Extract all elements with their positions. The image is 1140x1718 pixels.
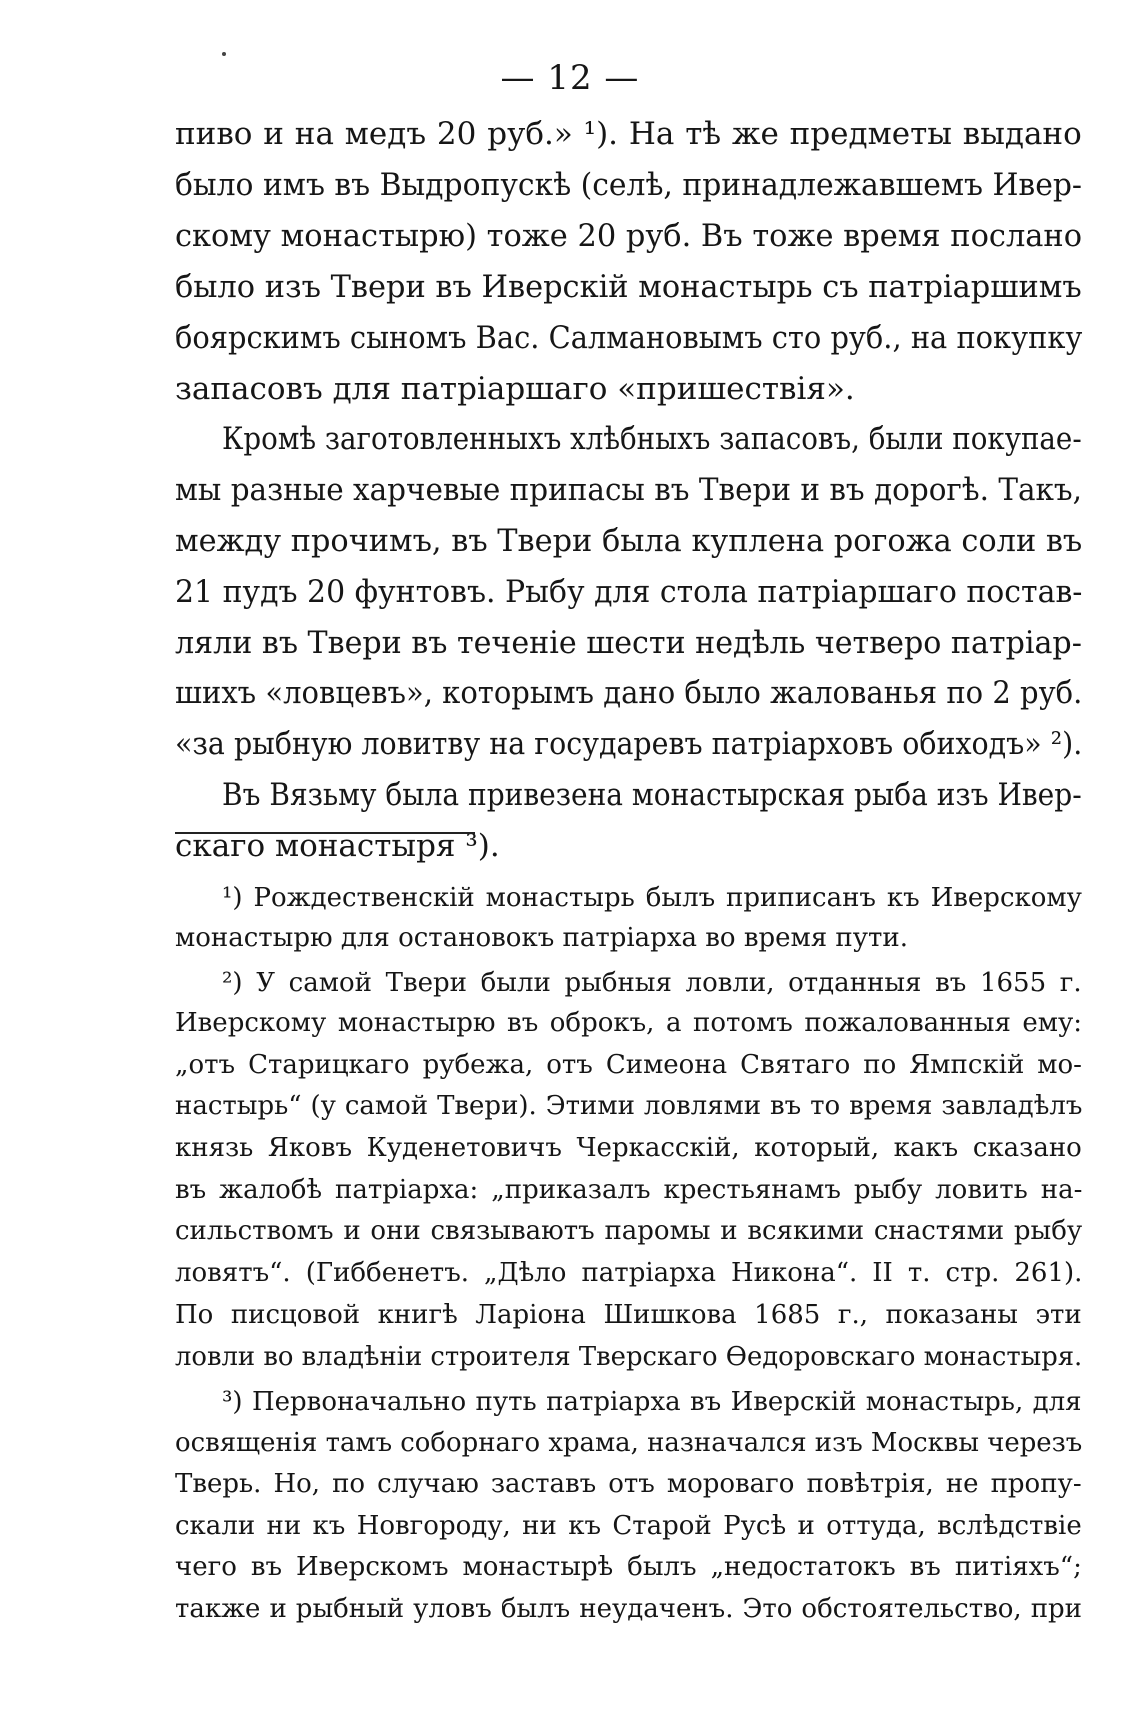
footnote-separator — [175, 832, 475, 834]
page-number: — 12 — — [500, 58, 640, 98]
text-line: ляли въ Твери въ теченіе шести недѣль четверо патріар- — [175, 625, 1082, 661]
footnote-line: Тверь. Но, по случаю заставъ отъ мороваго повѣтрія, не пропу- — [175, 1469, 1082, 1499]
text-line: пиво и на медъ 20 руб.» ¹). На тѣ же предметы выдано — [175, 116, 1082, 152]
footnote-line: „отъ Старицкаго рубежа, отъ Симеона Святаго по Ямпскій мо- — [175, 1050, 1082, 1080]
ink-speck — [222, 52, 226, 56]
footnote-line: также и рыбный уловъ былъ неудаченъ. Это обстоятельство, при — [175, 1594, 1082, 1624]
footnote-line: освященія тамъ соборнаго храма, назначался изъ Москвы черезъ — [175, 1428, 1083, 1458]
footnote-line: ³) Первоначально путь патріарха въ Иверскій монастырь, для — [222, 1387, 1082, 1417]
text-line: между прочимъ, въ Твери была куплена рогожа соли въ — [175, 523, 1083, 559]
footnote-line: настырь“ (у самой Твери). Этими ловлями въ то время завладѣлъ — [175, 1091, 1083, 1121]
footnote-line: сильствомъ и они связываютъ паромы и всякими снастями рыбу — [175, 1216, 1083, 1246]
text-line: было имъ въ Выдропускѣ (селѣ, принадлежавшемъ Ивер- — [175, 167, 1082, 203]
text-line: мы разные харчевые припасы въ Твери и въ дорогѣ. Такъ, — [175, 472, 1083, 508]
footnote-line: монастырю для остановокъ патріарха во время пути. — [175, 923, 908, 953]
text-line: боярскимъ сыномъ Вас. Салмановымъ сто руб., на покупку — [175, 320, 1083, 356]
text-line: было изъ Твери въ Иверскій монастырь съ патріаршимъ — [175, 269, 1082, 305]
text-line: 21 пудъ 20 фунтовъ. Рыбу для стола патріаршаго постав- — [175, 574, 1083, 610]
text-line: «за рыбную ловитву на государевъ патріарховъ обиходъ» ²). — [175, 726, 1083, 762]
footnote-line: ¹) Рождественскій монастырь былъ приписанъ къ Иверскому — [222, 883, 1082, 913]
footnote-line: чего въ Иверскомъ монастырѣ былъ „недостатокъ въ питіяхъ“; — [175, 1552, 1082, 1582]
text-line: запасовъ для патріаршаго «пришествія». — [175, 371, 855, 407]
footnote-line: Иверскому монастырю въ оброкъ, а потомъ пожалованныя ему: — [175, 1008, 1083, 1038]
footnote-line: ²) У самой Твери были рыбныя ловли, отданныя въ 1655 г. — [222, 968, 1082, 998]
text-line: скому монастырю) тоже 20 руб. Въ тоже время послано — [175, 218, 1083, 254]
footnote-line: ловли во владѣніи строителя Тверскаго Ѳедоровскаго монастыря. — [175, 1342, 1083, 1372]
text-line: Кромѣ заготовленныхъ хлѣбныхъ запасовъ, были покупае- — [222, 421, 1082, 457]
footnote-line: ловятъ“. (Гиббенетъ. „Дѣло патріарха Никона“. II т. стр. 261). — [175, 1258, 1083, 1288]
text-line: Въ Вязьму была привезена монастырская рыба изъ Ивер- — [222, 777, 1082, 813]
footnote-line: князь Яковъ Куденетовичъ Черкасскій, который, какъ сказано — [175, 1133, 1082, 1163]
footnote-line: По писцовой книгѣ Ларіона Шишкова 1685 г., показаны эти — [175, 1300, 1082, 1330]
text-line: шихъ «ловцевъ», которымъ дано было жалованья по 2 руб. — [175, 675, 1083, 711]
footnote-line: въ жалобѣ патріарха: „приказалъ крестьянамъ рыбу ловить на- — [175, 1175, 1083, 1205]
footnote-line: скали ни къ Новгороду, ни къ Старой Русѣ и оттуда, вслѣдствіе — [175, 1511, 1082, 1541]
text-line: скаго монастыря ³). — [175, 828, 500, 864]
